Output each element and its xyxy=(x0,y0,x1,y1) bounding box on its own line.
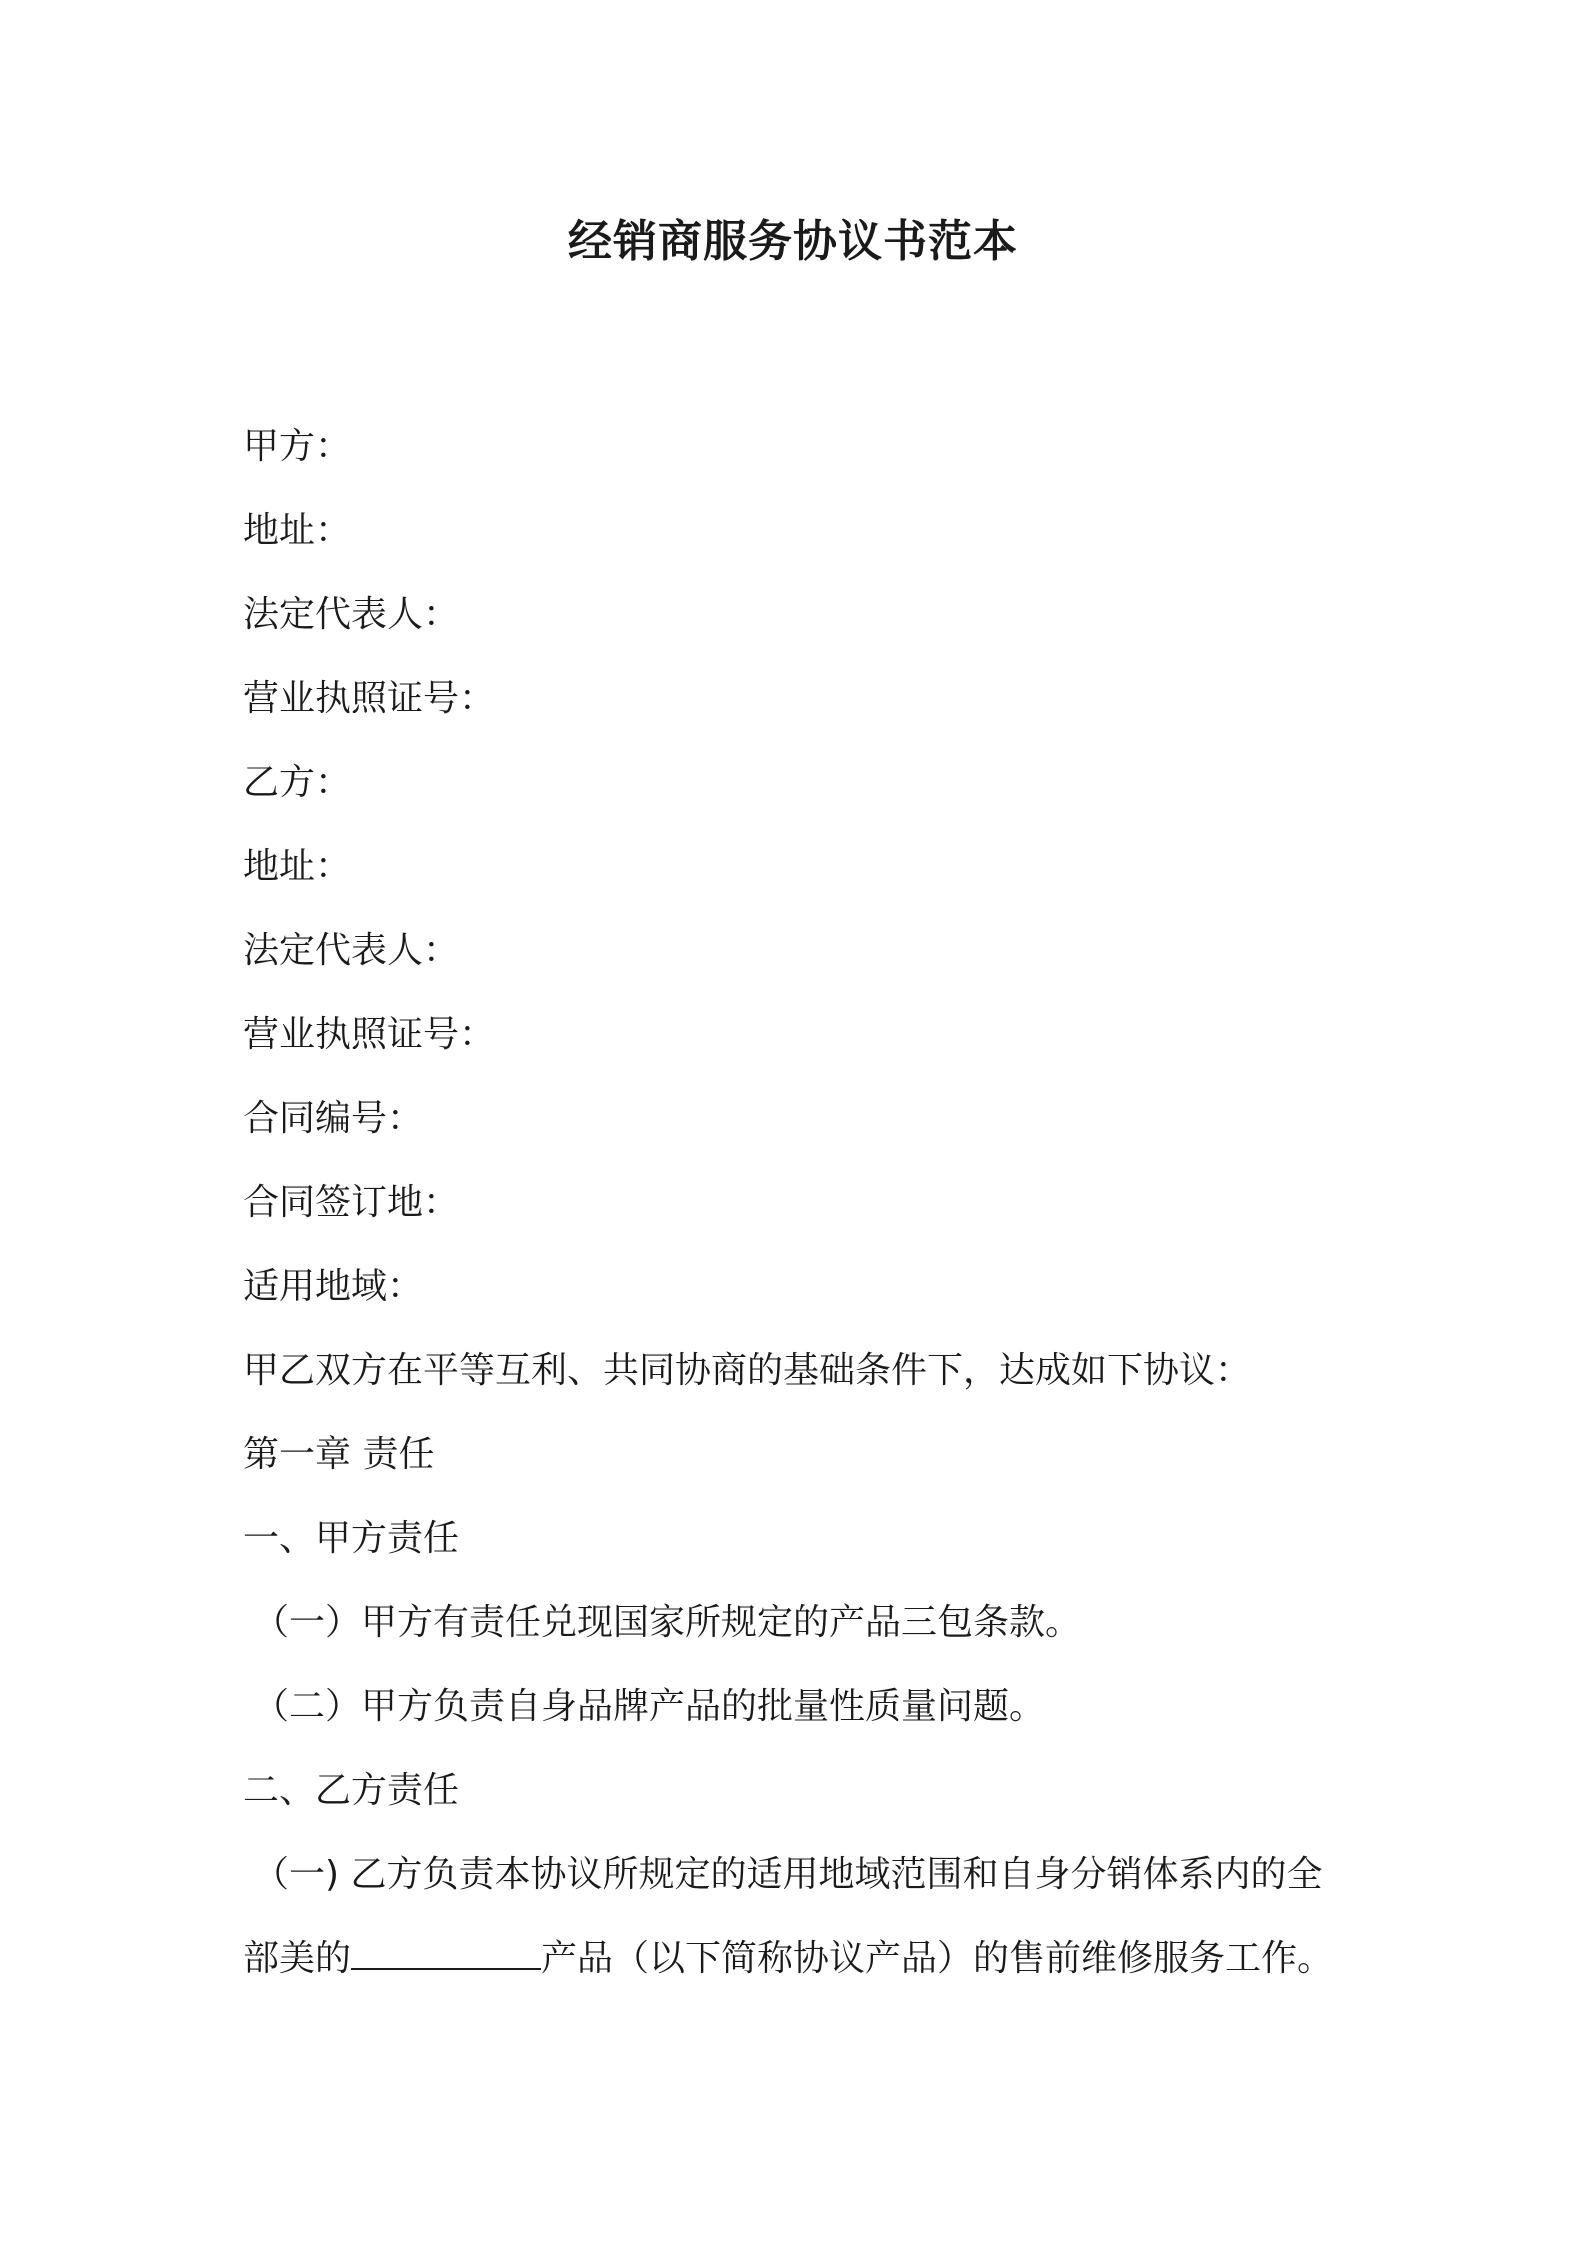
fill-in-blank-line xyxy=(351,1938,541,1970)
party-b-label: 乙方： xyxy=(243,762,352,803)
party-b-responsibility-heading: 二、乙方责任 xyxy=(243,1770,460,1811)
applicable-region-label: 适用地域： xyxy=(243,1266,424,1307)
document-title: 经销商服务协议书范本 xyxy=(568,216,1018,267)
party-b-clause-1: （一) 乙方负责本协议所规定的适用地域范围和自身分销体系内的全 xyxy=(253,1854,1323,1895)
clause-text-before-blank: 部美的 xyxy=(243,1938,352,1979)
party-b-clause-1-continued xyxy=(243,1917,1363,2001)
party-a-legal-representative-label: 法定代表人： xyxy=(243,594,460,635)
party-b-legal-representative-label: 法定代表人： xyxy=(243,930,460,971)
agreement-intro: 甲乙双方在平等互利、共同协商的基础条件下，达成如下协议： xyxy=(243,1350,1252,1391)
contract-signing-place-label: 合同签订地： xyxy=(243,1182,460,1223)
party-b-address-label: 地址： xyxy=(243,846,352,887)
contract-number-label: 合同编号： xyxy=(243,1098,424,1139)
party-a-responsibility-heading: 一、甲方责任 xyxy=(243,1518,460,1559)
party-a-clause-1: （一）甲方有责任兑现国家所规定的产品三包条款。 xyxy=(253,1602,1082,1643)
party-a-clause-2: （二）甲方负责自身品牌产品的批量性质量问题。 xyxy=(253,1686,1046,1727)
party-a-address-label: 地址： xyxy=(243,510,352,551)
party-a-label: 甲方： xyxy=(243,426,352,467)
chapter-one-heading: 第一章 责任 xyxy=(243,1434,435,1475)
document-body xyxy=(243,405,1363,2001)
party-a-business-license-label: 营业执照证号： xyxy=(243,678,496,719)
party-b-business-license-label: 营业执照证号： xyxy=(243,1014,496,1055)
clause-text-after-blank: 产品（以下简称协议产品）的售前维修服务工作。 xyxy=(541,1938,1334,1979)
